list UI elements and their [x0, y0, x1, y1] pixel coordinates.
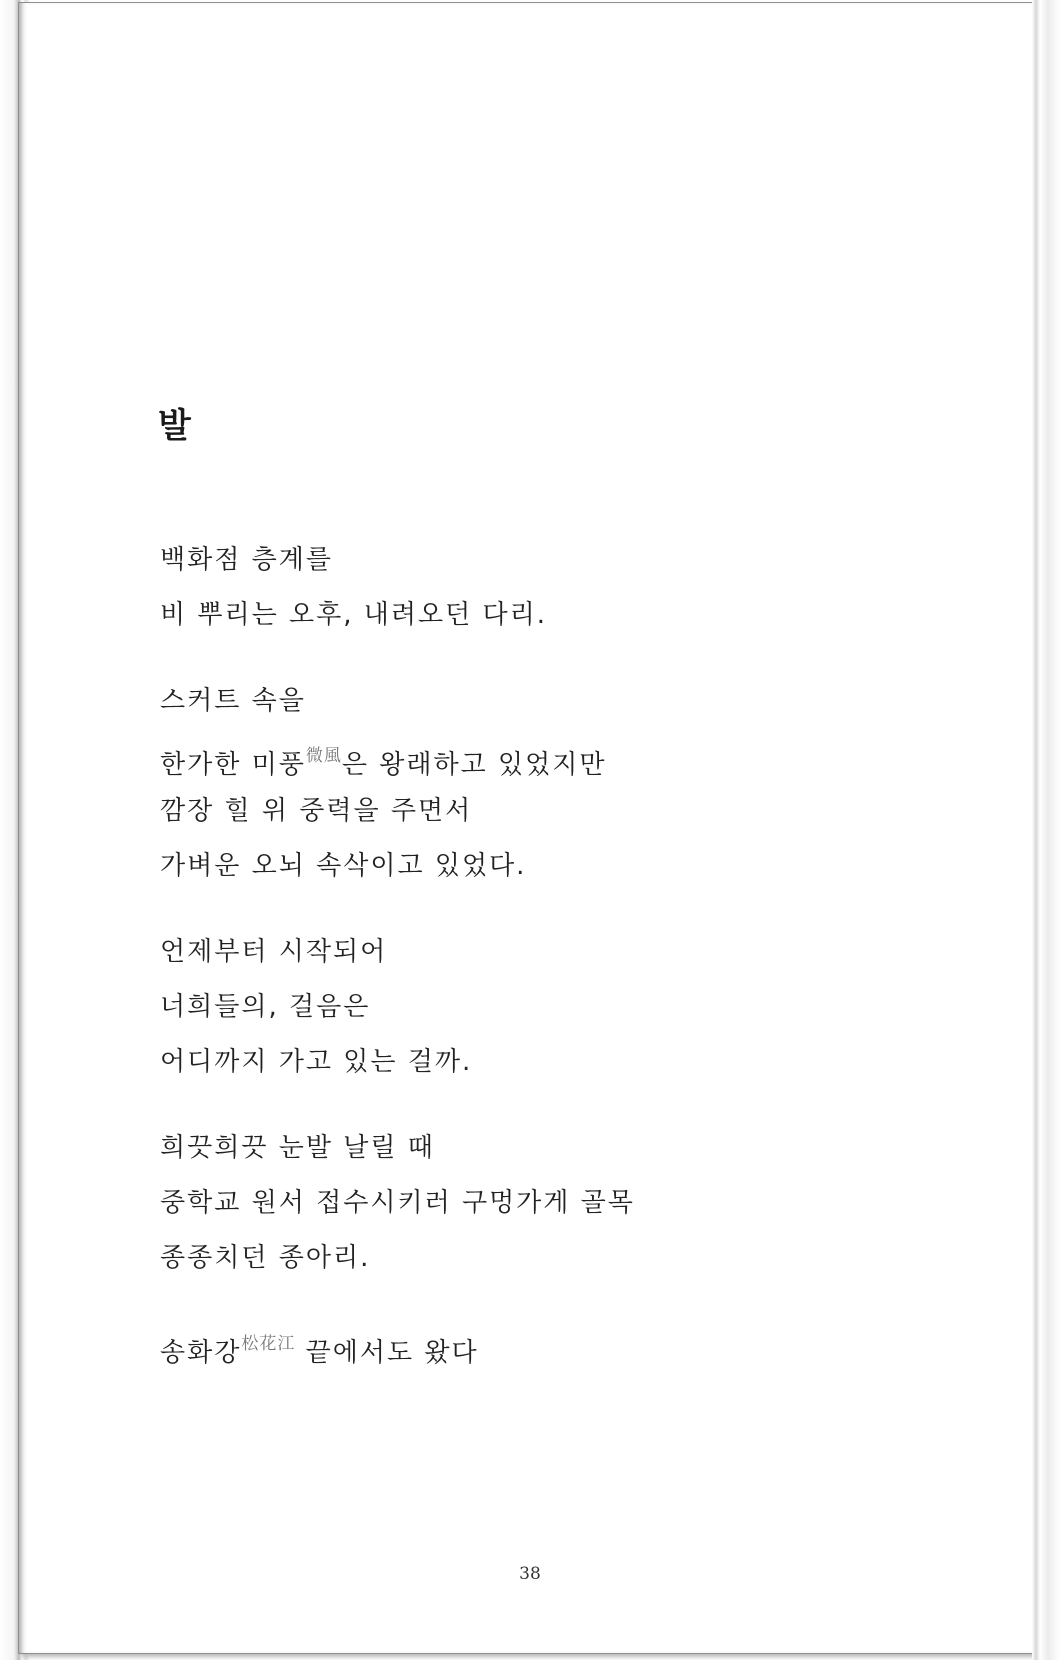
stanza-3 — [160, 938, 980, 1076]
poem-line-text: 송화강 — [160, 1338, 242, 1368]
poem-line-text: 끝에서도 왔다 — [295, 1338, 479, 1368]
poem-line — [160, 1330, 980, 1368]
page-number: 38 — [519, 1564, 541, 1584]
poem-title: 발 — [158, 406, 192, 446]
page-edge-right — [1032, 0, 1060, 1660]
poem-line-text: 은 왕래하고 있었지만 — [341, 750, 607, 780]
stanza-2 — [160, 687, 980, 880]
hanja-annotation: 松花江 — [241, 1334, 296, 1354]
poem-line: 너희들의, 걸음은 — [160, 992, 371, 1022]
poem-line: 언제부터 시작되어 — [160, 937, 388, 967]
poem-line-text: 한가한 미풍 — [160, 750, 306, 780]
poem-line: 백화점 층계를 — [160, 545, 333, 575]
stanza-1 — [160, 546, 980, 629]
poem-body — [160, 546, 980, 1416]
poem-line: 어디까지 가고 있는 걸까. — [160, 1047, 473, 1077]
poem-line: 비 뿌리는 오후, 내려오던 다리. — [160, 600, 547, 630]
stanza-5 — [160, 1330, 980, 1368]
stanza-4 — [160, 1134, 980, 1272]
poem-line: 희끗희끗 눈발 날릴 때 — [160, 1133, 435, 1163]
hanja-annotation: 微風 — [305, 746, 342, 766]
poem-line: 종종치던 종아리. — [160, 1243, 371, 1273]
poem-line: 중학교 원서 접수시키러 구멍가게 골목 — [160, 1188, 635, 1218]
poem-line — [160, 742, 980, 780]
poem-line: 가벼운 오뇌 속삭이고 있었다. — [160, 851, 527, 881]
poem-line: 깜장 힐 위 중력을 주면서 — [160, 796, 473, 826]
poem-line: 스커트 속을 — [160, 686, 306, 716]
